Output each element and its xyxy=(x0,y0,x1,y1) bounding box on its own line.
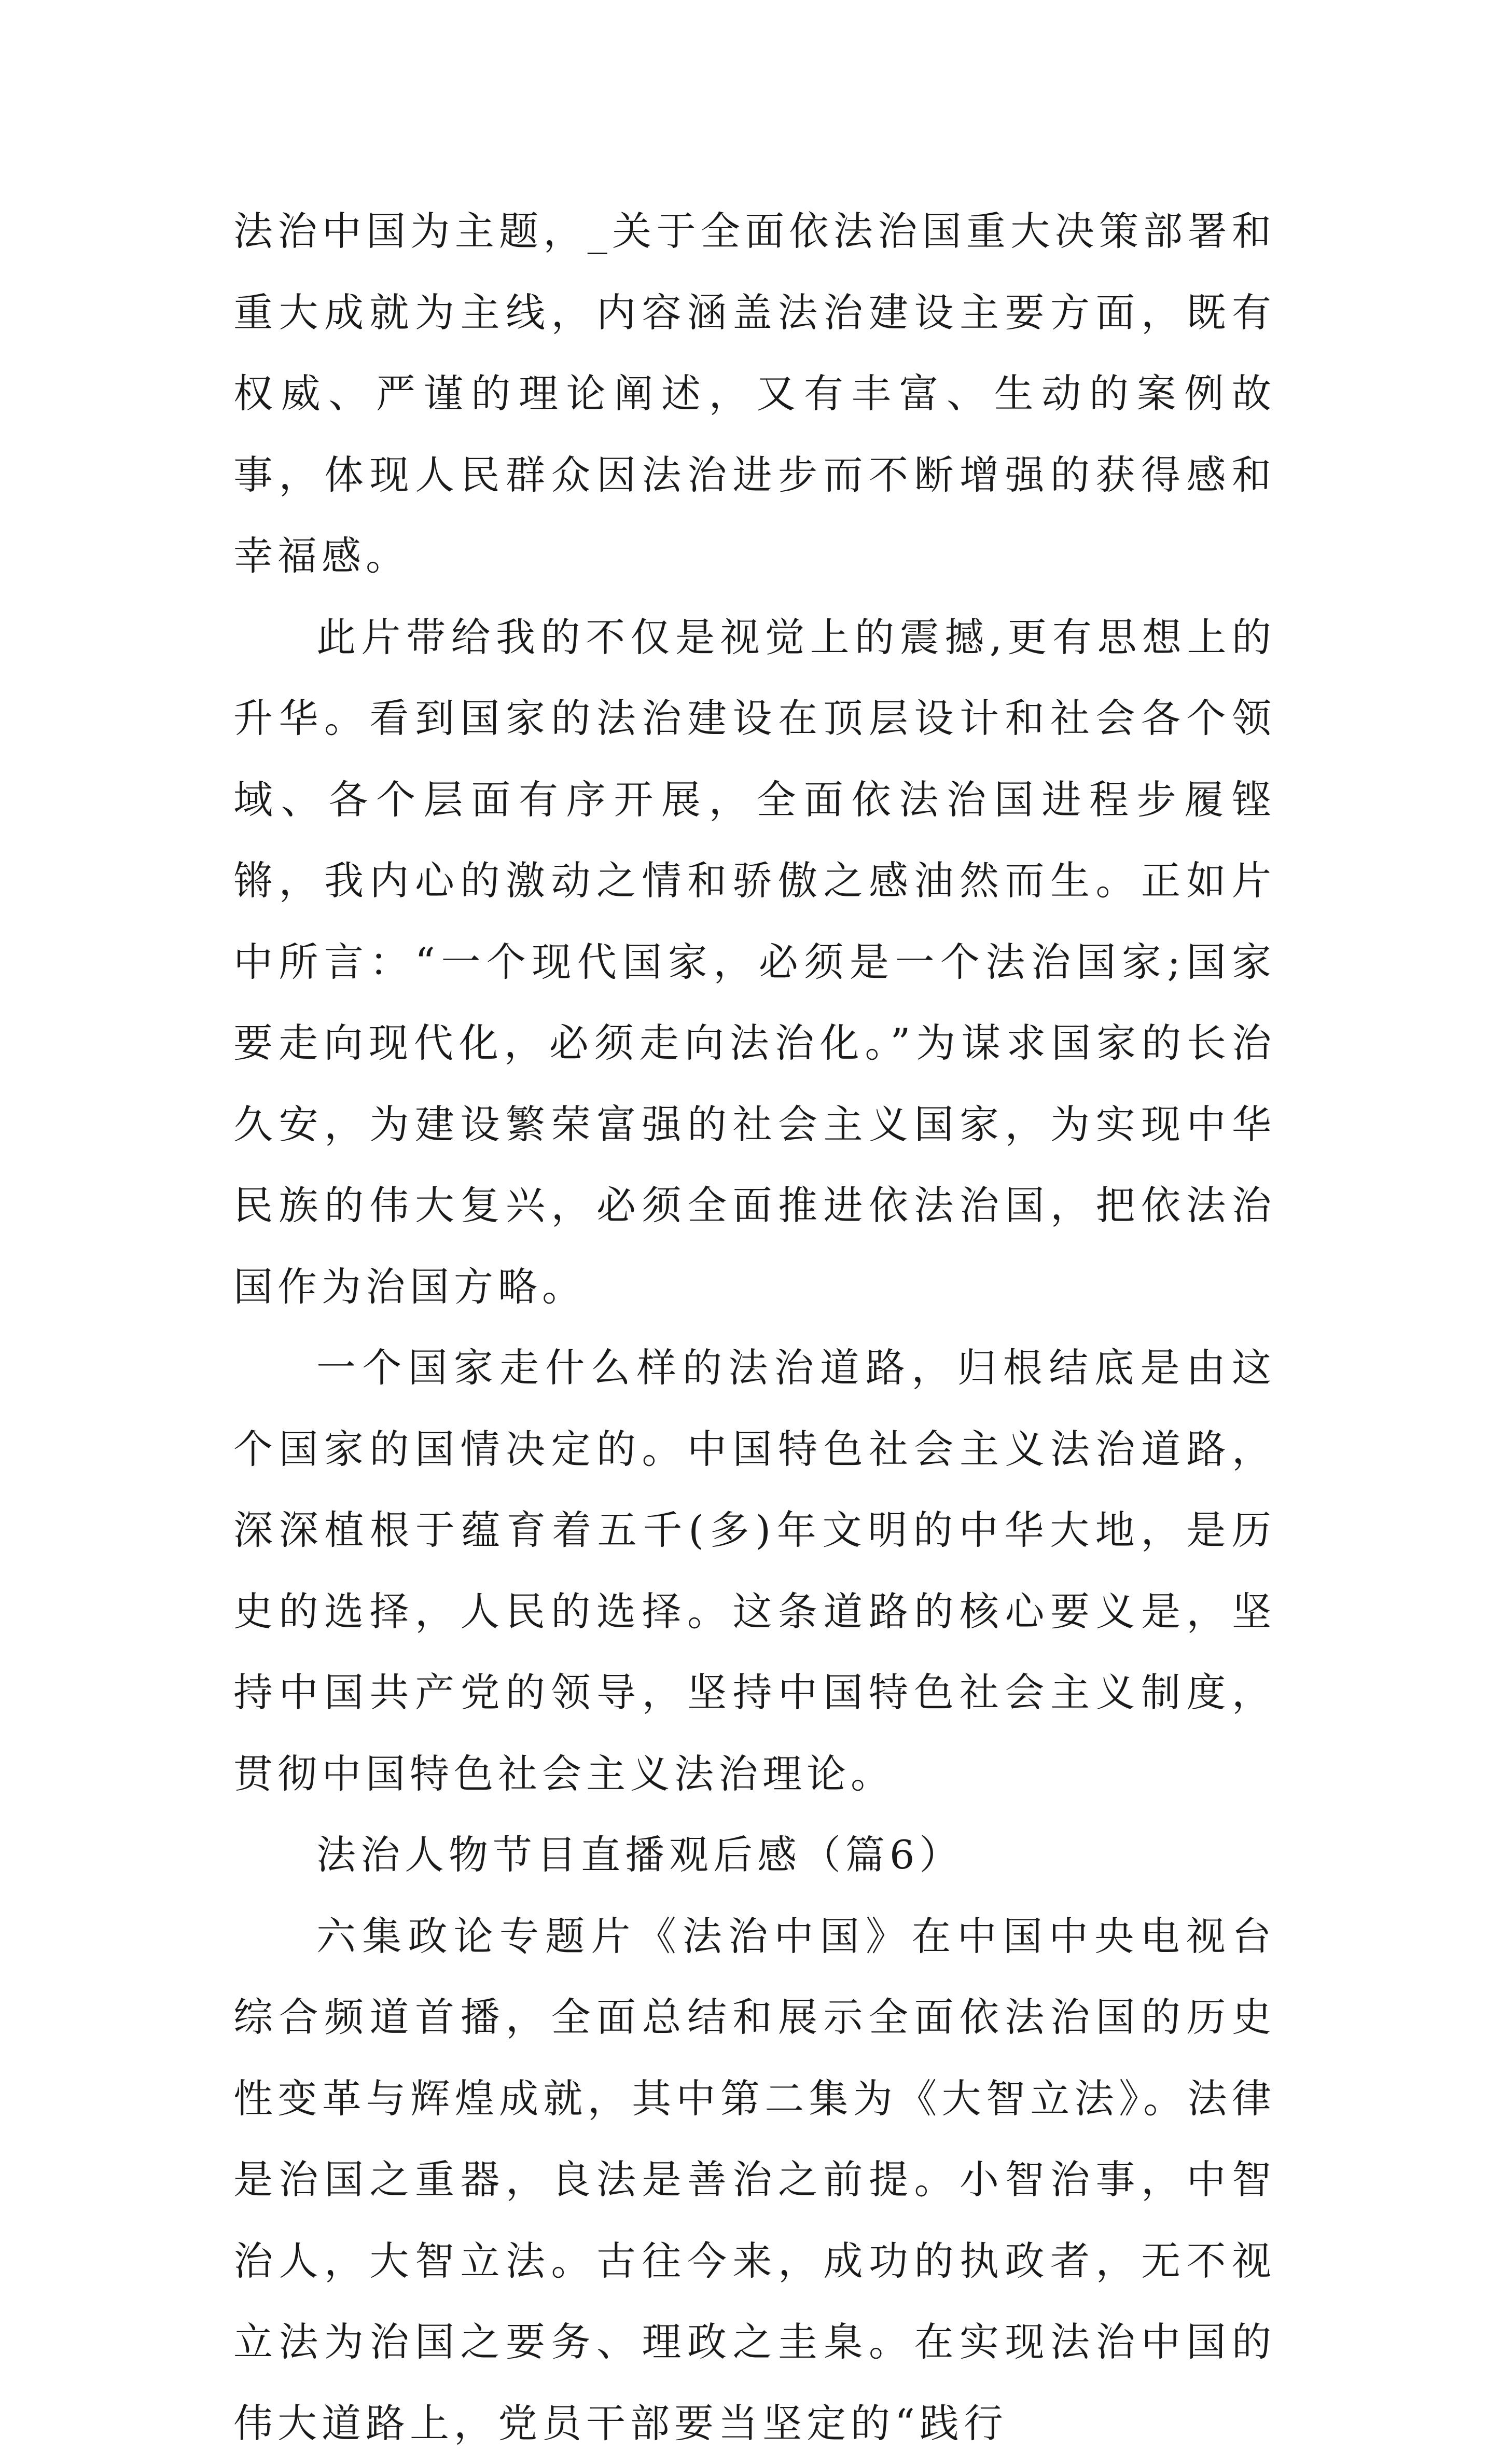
paragraph-1: 法治中国为主题，_关于全面依法治国重大决策部署和重大成就为主线，内容涵盖法治建设主要方面，既有权威、严谨的理论阐述，又有丰富、生动的案例故事，体现人民群众因法治进步而不断增强的获得感和幸福感。 xyxy=(233,191,1276,597)
paragraph-3: 一个国家走什么样的法治道路，归根结底是由这个国家的国情决定的。中国特色社会主义法治道路，深深植根于蕴育着五千(多)年文明的中华大地，是历史的选择，人民的选择。这条道路的核心要义是，坚持中国共产党的领导，坚持中国特色社会主义制度，贯彻中国特色社会主义法治理论。 xyxy=(233,1327,1276,1815)
paragraph-4: 六集政论专题片《法治中国》在中国中央电视台综合频道首播，全面总结和展示全面依法治国的历史性变革与辉煌成就，其中第二集为《大智立法》。法律是治国之重器，良法是善治之前提。小智治事，中智治人，大智立法。古往今来，成功的执政者，无不视立法为治国之要务、理政之圭臬。在实现法治中国的伟大道路上，党员干部要当坚定的“践行 xyxy=(233,1896,1276,2464)
section-heading: 法治人物节目直播观后感（篇6） xyxy=(233,1815,1276,1896)
paragraph-2: 此片带给我的不仅是视觉上的震撼,更有思想上的升华。看到国家的法治建设在顶层设计和社会各个领域、各个层面有序开展，全面依法治国进程步履铿锵，我内心的激动之情和骄傲之感油然而生。正如片中所言：“一个现代国家，必须是一个法治国家;国家要走向现代化，必须走向法治化。”为谋求国家的长治久安，为建设繁荣富强的社会主义国家，为实现中华民族的伟大复兴，必须全面推进依法治国，把依法治国作为治国方略。 xyxy=(233,597,1276,1328)
